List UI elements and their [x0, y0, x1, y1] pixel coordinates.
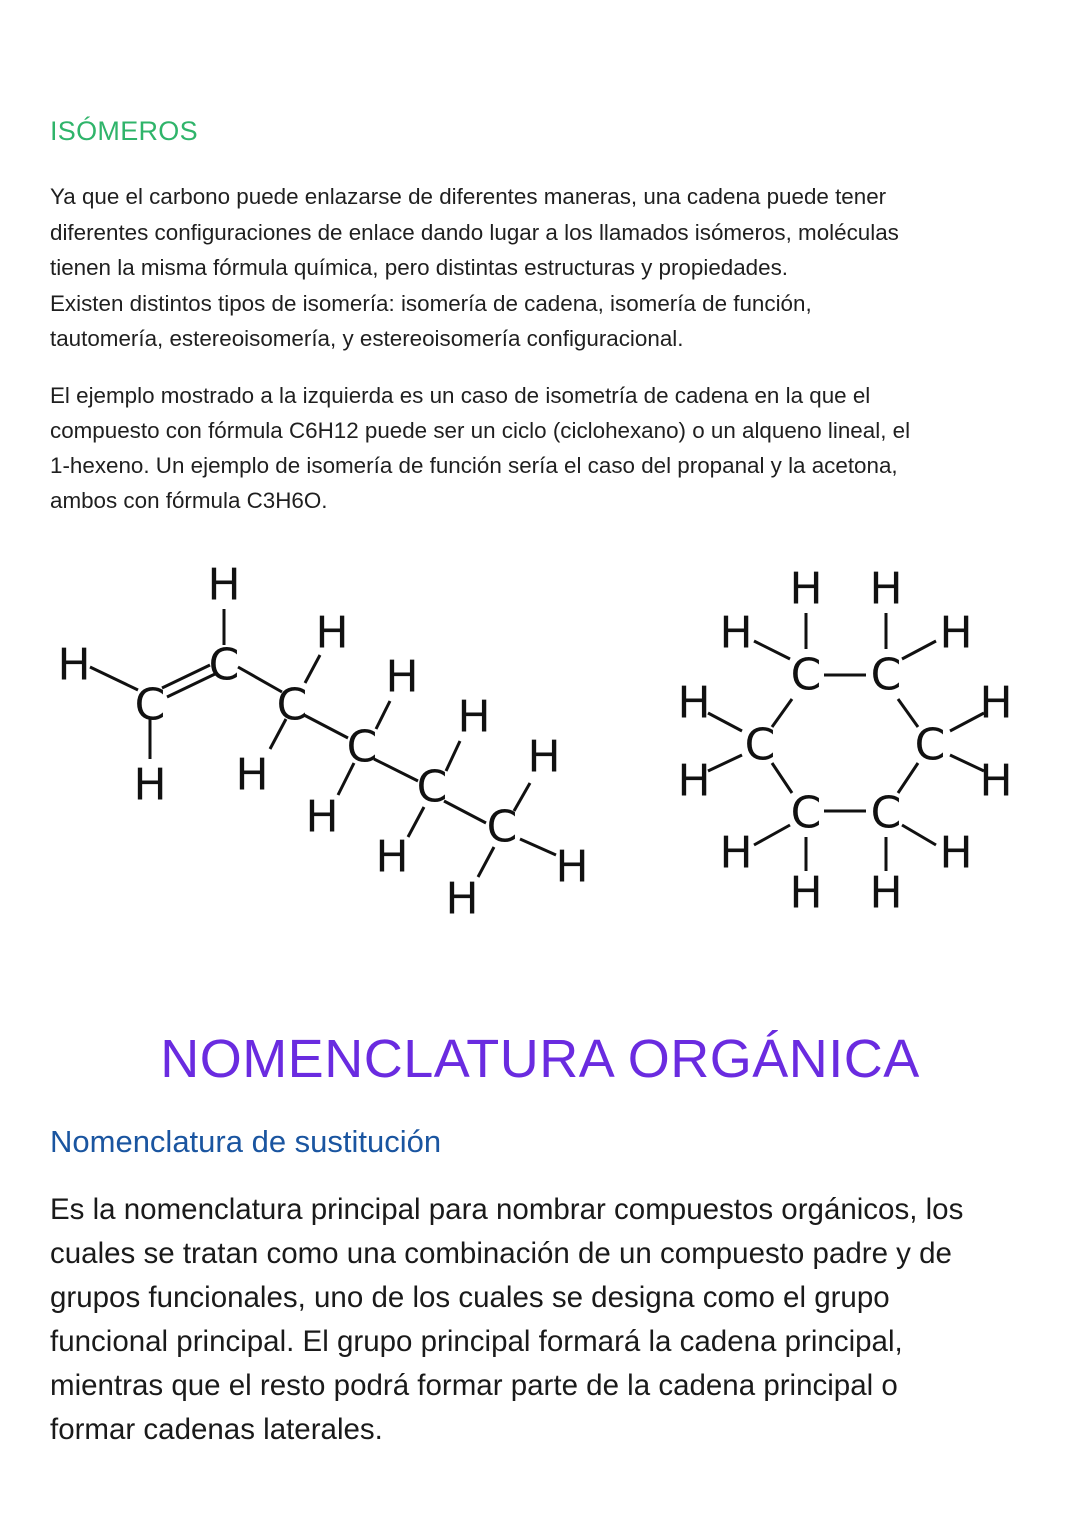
text-line: 1-hexeno. Un ejemplo de isomería de función sería el caso del propanal y la acetona, — [50, 453, 898, 478]
atom-carbon: C — [208, 639, 240, 691]
atom-hydrogen: H — [315, 607, 349, 659]
sustitucion-subheading: Nomenclatura de sustitución — [50, 1124, 442, 1159]
text-line: funcional principal. El grupo principal formará la cadena principal, — [50, 1325, 903, 1358]
atom-carbon: C — [870, 787, 902, 839]
text-line: diferentes configuraciones de enlace dando lugar a los llamados isómeros, moléculas — [50, 219, 899, 245]
atom-hydrogen: H — [719, 607, 753, 659]
bond — [304, 715, 348, 738]
atom-carbon: C — [276, 679, 308, 731]
text-line: formar cadenas laterales. — [50, 1413, 383, 1446]
atom-hydrogen: H — [789, 867, 823, 919]
atom-carbon: C — [346, 721, 378, 773]
sustitucion-paragraph — [50, 1188, 1050, 1452]
atom-hydrogen: H — [527, 731, 561, 783]
example-paragraph — [50, 378, 1040, 518]
atom-carbon: C — [416, 761, 448, 813]
bond — [902, 825, 936, 845]
atom-hydrogen: H — [869, 563, 903, 615]
atom-hydrogen: H — [555, 841, 589, 893]
text-line: compuesto con fórmula C6H12 puede ser un ciclo (ciclohexano) o un alqueno lineal, el — [50, 418, 911, 443]
isomeros-heading: ISÓMEROS — [50, 116, 198, 146]
atom-hydrogen: H — [979, 755, 1013, 807]
bond — [902, 641, 936, 659]
atom-hydrogen: H — [939, 607, 973, 659]
atom-hydrogen: H — [939, 827, 973, 879]
atom-hydrogen: H — [869, 867, 903, 919]
text-line: ambos con fórmula C3H6O. — [50, 488, 328, 513]
double-bond — [162, 665, 210, 688]
text-line: mientras que el resto podrá formar parte de la cadena principal o — [50, 1369, 898, 1402]
atom-hydrogen: H — [677, 677, 711, 729]
text-line: grupos funcionales, uno de los cuales se designa como el grupo — [50, 1281, 890, 1314]
atom-hydrogen: H — [385, 651, 419, 703]
atom-carbon: C — [790, 787, 822, 839]
text-line: Ya que el carbono puede enlazarse de diferentes maneras, una cadena puede tener — [50, 184, 887, 209]
cyclohexane-structure — [660, 555, 1030, 935]
atom-hydrogen: H — [457, 691, 491, 743]
atom-hydrogen: H — [375, 831, 409, 883]
bond — [376, 701, 390, 729]
atom-carbon: C — [486, 801, 518, 853]
atom-carbon: C — [134, 679, 166, 731]
bond — [754, 825, 790, 845]
text-line: tautomería, estereoisomería, y estereoisomería configuracional. — [50, 326, 684, 351]
bond — [90, 667, 138, 690]
bond — [444, 801, 486, 823]
hexene-structure — [50, 555, 610, 935]
atom-hydrogen: H — [445, 873, 479, 925]
atom-hydrogen: H — [305, 791, 339, 843]
bond — [446, 741, 460, 771]
atom-hydrogen: H — [719, 827, 753, 879]
molecule-figures — [0, 555, 1080, 935]
bond — [754, 641, 790, 659]
atom-hydrogen: H — [133, 759, 167, 811]
atom-carbon: C — [790, 649, 822, 701]
text-line: tienen la misma fórmula química, pero distintas estructuras y propiedades. — [50, 255, 788, 280]
atom-hydrogen: H — [235, 749, 269, 801]
atom-carbon: C — [914, 719, 946, 771]
bond — [374, 759, 418, 781]
text-line: cuales se tratan como una combinación de un compuesto padre y de — [50, 1237, 952, 1270]
atom-hydrogen: H — [207, 559, 241, 611]
text-line: Es la nomenclatura principal para nombrar compuestos orgánicos, los — [50, 1193, 964, 1226]
bond — [520, 839, 556, 855]
isomeros-paragraph — [50, 179, 1040, 357]
atom-hydrogen: H — [677, 755, 711, 807]
bond — [708, 755, 742, 771]
bond — [238, 667, 282, 692]
atom-carbon: C — [870, 649, 902, 701]
nomenclatura-heading: NOMENCLATURA ORGÁNICA — [160, 1029, 920, 1089]
text-line: Existen distintos tipos de isomería: isomería de cadena, isomería de función, — [50, 290, 812, 316]
atom-hydrogen: H — [57, 639, 91, 691]
text-line: El ejemplo mostrado a la izquierda es un caso de isometría de cadena en la que el — [50, 383, 871, 408]
atom-carbon: C — [744, 719, 776, 771]
atom-hydrogen: H — [979, 677, 1013, 729]
bond — [708, 713, 742, 731]
atom-hydrogen: H — [789, 563, 823, 615]
